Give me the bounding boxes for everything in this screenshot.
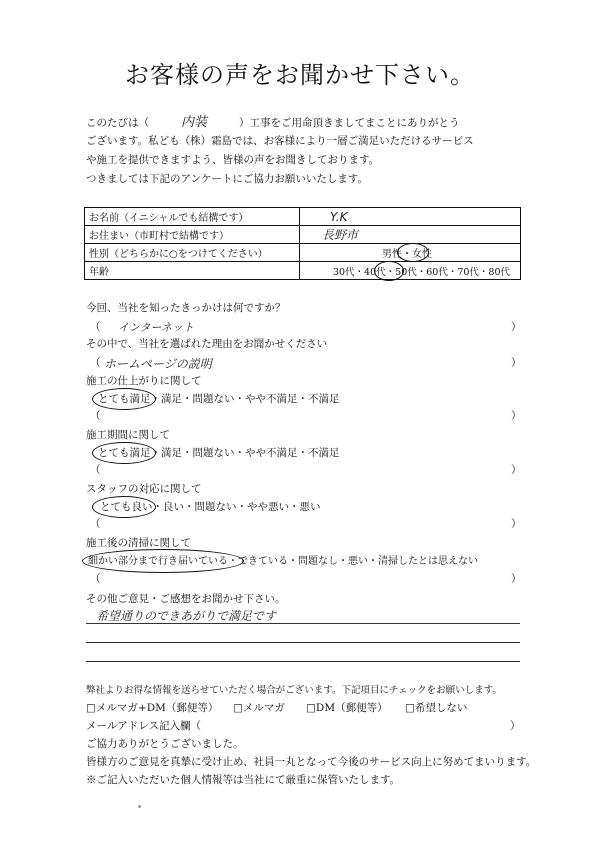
q7-question: その他ご意見・ご感想をお聞かせ下さい。 xyxy=(86,593,286,605)
q6-open-paren: （ xyxy=(90,573,101,585)
intro-line-3: や施工を提供できますよう、皆様の声をお聞きしております。 xyxy=(86,154,380,166)
newsletter-option-dm[interactable]: □DM（郵便等） xyxy=(306,702,388,714)
q3-open-paren: （ xyxy=(90,410,101,422)
email-close-paren: ） xyxy=(510,720,521,732)
q6-question: 施工後の清掃に関して xyxy=(86,537,191,549)
q4-options[interactable]: とても満足・満足・問題ない・やや不満足・不満足 xyxy=(98,447,340,459)
age-options[interactable]: 30代・40代・50代・60代・70代・80代 xyxy=(300,262,521,280)
age-label: 年齢 xyxy=(85,262,300,280)
q3-question: 施工の仕上がりに関して xyxy=(86,375,202,387)
age-selected-circle xyxy=(374,261,404,281)
name-label: お名前（イニシャルでも結構です） xyxy=(85,208,300,226)
q5-open-paren: （ xyxy=(90,518,101,530)
newsletter-option-mailmag[interactable]: □メルマガ xyxy=(233,702,285,714)
address-value[interactable]: 長野市 xyxy=(300,226,521,244)
q5-options[interactable]: とても良い・良い・問題ない・やや悪い・悪い xyxy=(100,501,321,513)
intro-line-4: つきましては下記のアンケートにご協力お願いいたします。 xyxy=(86,173,369,185)
intro-line-2: ございます。私ども（株）霜島では、お客様により一層ご満足いただけるサービス xyxy=(86,135,474,147)
q1-close-paren: ） xyxy=(511,321,522,333)
gender-selected-circle xyxy=(397,243,429,262)
q4-close-paren: ） xyxy=(511,464,522,476)
gender-label: 性別（どちらかに○をつけてください） xyxy=(85,244,300,262)
comment-line-2 xyxy=(86,642,520,643)
gender-row xyxy=(85,244,521,262)
q3-selected-circle xyxy=(92,388,156,410)
closing-privacy-note: ※ご記入いただいた個人情報等は当社にて厳重に保管いたします。 xyxy=(86,774,401,786)
q6-options[interactable]: 細かい部分まで行き届いている・できている・問題なし・悪い・清掃したとは思えない xyxy=(88,556,478,567)
q2-open-paren: （ xyxy=(90,357,101,369)
newsletter-option-mailmag-dm[interactable]: □メルマガ+DM（郵便等） xyxy=(86,702,219,714)
page-title: お客様の声をお聞かせ下さい。 xyxy=(125,61,475,89)
closing-thanks: ご協力ありがとうございました。 xyxy=(86,738,244,750)
email-label: メールアドレス記入欄（ xyxy=(86,720,201,732)
q5-question: スタッフの対応に関して xyxy=(86,483,202,495)
q2-question: その中で、当社を選ばれた理由をお聞かせください xyxy=(86,338,328,350)
newsletter-intro: 弊社よりお得な情報を送らせていただく場合がございます。下記項目にチェックをお願いします。 xyxy=(86,685,502,696)
closing-commitment: 皆様方のご意見を真摯に受け止め、社員一丸となって今後のサービス向上に努めてまいります。 xyxy=(86,756,537,768)
address-row xyxy=(85,226,521,244)
address-label: お住まい（市町村で結構です） xyxy=(85,226,300,244)
q4-selected-circle xyxy=(92,442,156,464)
q2-close-paren: ） xyxy=(511,357,522,369)
age-row xyxy=(85,262,521,280)
q3-close-paren: ） xyxy=(511,410,522,422)
q1-question: 今回、当社を知ったきっかけは何ですか？ xyxy=(86,302,286,314)
intro-line-1-pre: このたびは（ xyxy=(86,117,149,129)
name-value[interactable]: Y.K xyxy=(300,208,521,226)
gender-options[interactable]: 男性・女性 xyxy=(300,244,521,262)
name-row xyxy=(85,208,521,226)
q4-question: 施工期間に関して xyxy=(86,429,170,441)
intro-line-1-post: ）工事をご用命頂きましてまことにありがとう xyxy=(239,117,460,129)
q4-open-paren: （ xyxy=(90,464,101,476)
customer-info-table xyxy=(84,207,521,280)
q1-answer[interactable]: インターネット xyxy=(118,321,195,334)
q6-close-paren: ） xyxy=(511,573,522,585)
q5-close-paren: ） xyxy=(511,518,522,530)
q3-options[interactable]: とても満足・満足・問題ない・やや不満足・不満足 xyxy=(98,393,340,405)
comment-line-3 xyxy=(86,661,520,662)
intro-line-1 xyxy=(86,116,460,130)
q2-answer[interactable]: ホームページの説明 xyxy=(104,357,212,371)
q5-selected-circle xyxy=(92,496,156,518)
newsletter-option-none[interactable]: □希望しない xyxy=(405,702,468,714)
q6-selected-circle xyxy=(82,549,244,573)
q7-answer[interactable]: 希望通りのできあがりで満足です xyxy=(96,609,277,623)
comment-line-1 xyxy=(86,623,520,624)
q1-open-paren: （ xyxy=(90,321,101,333)
work-type-handwritten: 内装 xyxy=(180,115,207,130)
scan-speck xyxy=(138,805,141,808)
